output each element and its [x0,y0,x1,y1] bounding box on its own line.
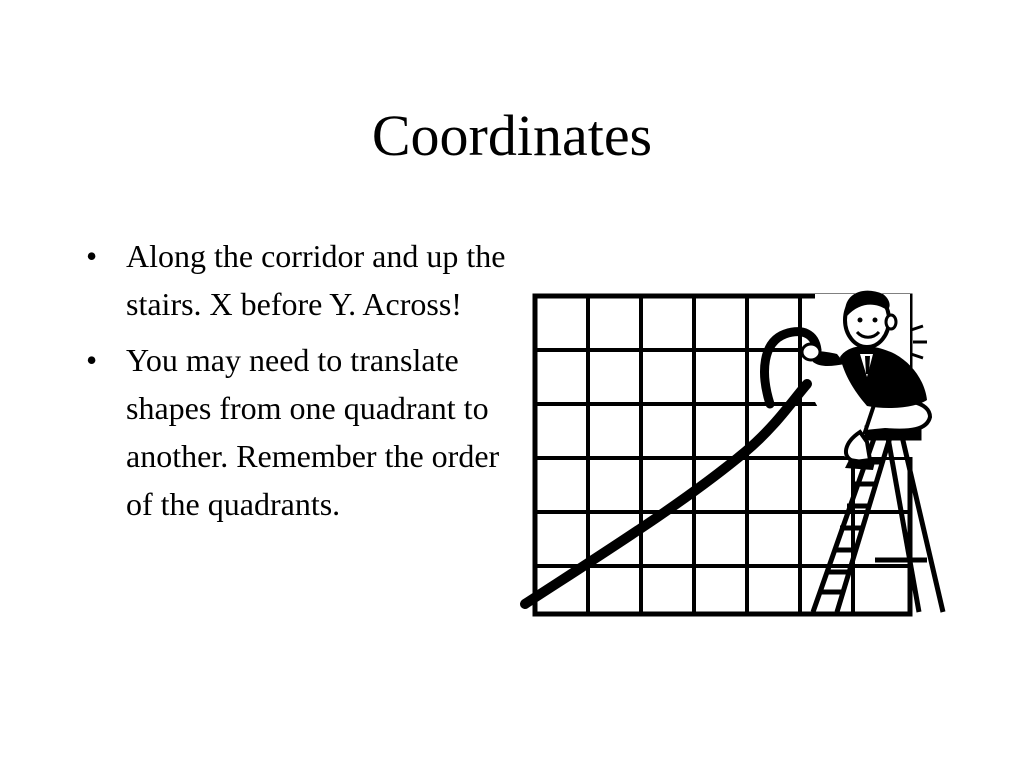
man-hand [802,344,820,360]
man-on-ladder-graph-icon [515,282,955,627]
bullet-item [82,232,512,328]
bullet-list [82,232,512,536]
slide-title: Coordinates [371,103,653,168]
bullet-marker: • [86,238,98,274]
man-ear [886,315,896,329]
man-eye [858,318,863,323]
chalk-curl [765,332,817,404]
man-eye [873,318,878,323]
motion-marks-icon [911,326,927,358]
graph-line [525,384,807,604]
bullet-text: You may need to translate shapes from one quadrant to another. Remember the order of the quadrants. [126,342,500,522]
graph-clipart-svg [515,282,955,622]
bullet-marker: • [86,342,98,378]
bullet-text: Along the corridor and up the stairs. X before Y. Across! [126,238,506,322]
bullet-item [82,336,512,528]
